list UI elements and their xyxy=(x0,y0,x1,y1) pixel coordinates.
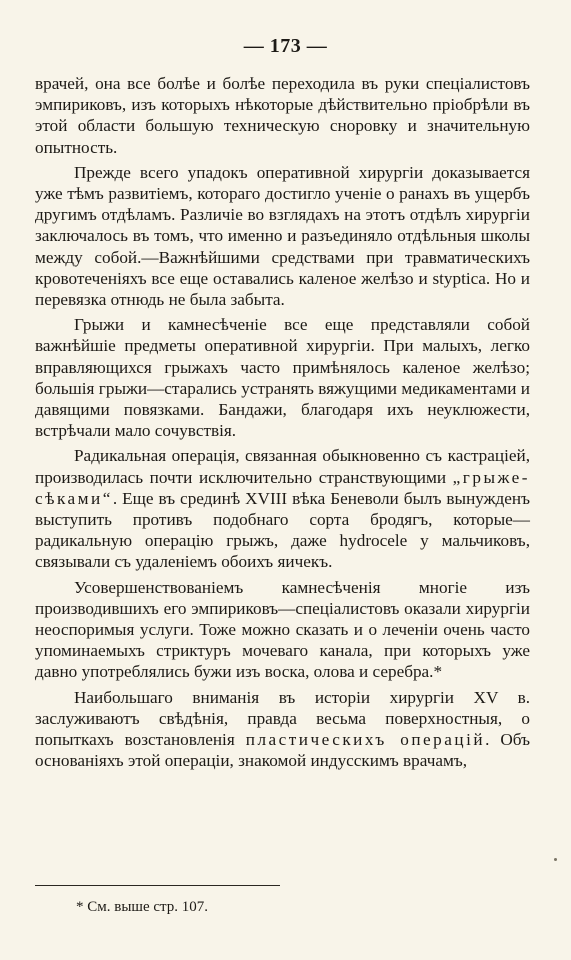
paragraph-lithotomy-improvements: Усовершенствованіемъ камнесѣченія многіе изъ производившихъ его эмпириковъ—спеціалистовъ оказали хирургіи неоспоримыя услуги. Тоже можно сказать и о леченіи очень часто упоминаемыхъ стриктуръ мочеваго канала, при которыхъ уже давно употреблялись бужи изъ воска, олова и серебра.* xyxy=(35,577,530,682)
paragraph-plastic-operations-end: . Объ основаніяхъ этой операціи, знакомой индусскимъ врачамъ, xyxy=(35,730,530,771)
page-number: — 173 — xyxy=(243,35,328,57)
page-speck xyxy=(554,858,557,861)
spaced-term-plastic-operations: пластическихъ операцій xyxy=(245,730,486,750)
paragraph-continuation: врачей, она все болѣе и болѣе переходила въ руки спеціалистовъ эмпириковъ, изъ которыхъ нѣкоторые дѣйствительно пріобрѣли въ этой области большую техническую сноровку и значительную опытность. xyxy=(35,74,530,157)
paragraph-hernia-lithotomy: Грыжи и камнесѣченіе все еще представляли собой важнѣйшіе предметы оперативной хирургіи. При малыхъ, легко вправляющихся грыжахъ часто примѣнялось каленое желѣзо; большія грыжи—старались устранять вяжущими медикаментами и давящими повязками. Бандажи, благодаря ихъ неуклюжести, встрѣчали мало сочувствія. xyxy=(35,315,530,441)
paragraph-plastic-operations-start: Наибольшаго вниманія въ исторіи хирургіи XV в. заслуживаютъ свѣдѣнія, правда весьма поверхностныя, о попыткахъ возстановленія xyxy=(35,687,530,750)
footnote-divider xyxy=(35,885,280,886)
page-body xyxy=(35,73,530,772)
paragraph-radical-operation-start: Радикальная операція, связанная обыкновенно съ кастраціей, производилась почти исключительно странствующими xyxy=(35,446,530,487)
spaced-term-hernia-cutters: „грыже-сѣками“ xyxy=(35,467,530,508)
paragraph-plastic-operations xyxy=(35,687,530,772)
paragraph-wound-doctrine: Прежде всего упадокъ оперативной хирургіи доказывается уже тѣмъ развитіемъ, котораго достигло ученіе о ранахъ въ ущербъ другимъ отдѣламъ. Различіе во взглядахъ на этотъ отдѣлъ хирургіи заключалось въ томъ, что именно и разъединяло отдѣльныя школы между собой.—Важнѣйшими средствами при травматическихъ кровотеченіяхъ все еще оставались каленое желѣзо и stypticа. Но и перевязка отнюдь не была забыта. xyxy=(35,162,530,310)
footnote: * См. выше стр. 107. xyxy=(76,899,209,915)
paragraph-radical-operation xyxy=(35,445,530,572)
paragraph-radical-operation-end: . Еще въ срединѣ XVIII вѣка Беневоли былъ вынужденъ выступить противъ подобнаго сорта бродягъ, которые—радикальную операцію грыжъ, даже hydrocele у мальчиковъ, связывали съ удаленіемъ обоихъ яичекъ. xyxy=(35,488,530,572)
